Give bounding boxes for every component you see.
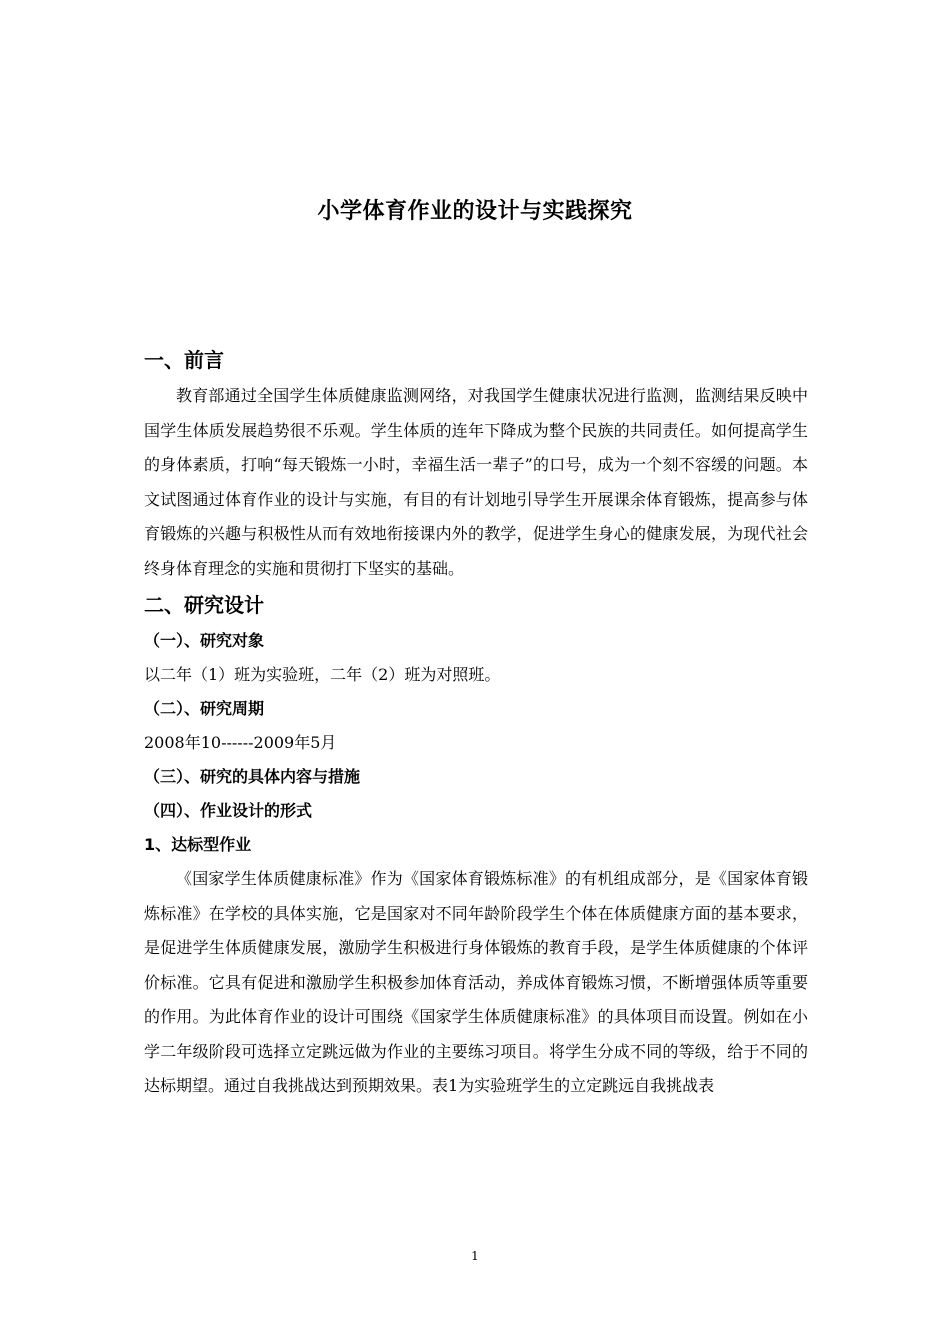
subsection-heading-period: （二）、研究周期: [144, 699, 265, 718]
document-title: 小学体育作业的设计与实践探究: [317, 199, 633, 224]
period-text: 2008年10------2009年5月: [144, 733, 337, 752]
section-heading-research-design: 二、研究设计: [144, 593, 264, 617]
preface-paragraph: 教育部通过全国学生体质健康监测网络，对我国学生健康状况进行监测，监测结果反映中国学生体质发展趋势很不乐观。学生体质的连年下降成为整个民族的共同责任。如何提高学生的身体素质，打响“每天锻炼一小时，幸福生活一辈子”的口号，成为一个刻不容缓的问题。本文试图通过体育作业的设计与实施，有目的有计划地引导学生开展课余体育锻炼，提高参与体育锻炼的兴趣与积极性从而有效地衔接课内外的教学，促进学生身心的健康发展，为现代社会终身体育理念的实施和贯彻打下坚实的基础。: [144, 386, 808, 578]
subject-text: 以二年（1）班为实验班，二年（2）班为对照班。: [144, 665, 501, 684]
subsection-heading-content: （三）、研究的具体内容与措施: [144, 767, 361, 786]
document-body: [144, 341, 808, 1104]
page-number: 1: [471, 1249, 479, 1263]
standard-homework-paragraph: 《国家学生体质健康标准》作为《国家体育锻炼标准》的有机组成部分，是《国家体育锻炼标准》在学校的具体实施，它是国家对不同年龄阶段学生个体在体质健康方面的基本要求，是促进学生体质健康发展，激励学生积极进行身体锻炼的教育手段，是学生体质健康的个体评价标准。它具有促进和激励学生积极参加体育活动，养成体育锻炼习惯，不断增强体质等重要的作用。为此体育作业的设计可围绕《国家学生体质健康标准》的具体项目而设置。例如在小学二年级阶段可选择立定跳远做为作业的主要练习项目。将学生分成不同的等级，给于不同的达标期望。通过自我挑战达到预期效果。表1为实验班学生的立定跳远自我挑战表: [144, 869, 808, 1095]
section-heading-preface: 一、前言: [144, 348, 224, 372]
subsection-heading-subject: （一）、研究对象: [144, 631, 265, 650]
item-heading-standard-homework: 1、达标型作业: [144, 835, 252, 854]
subsection-heading-forms: （四）、作业设计的形式: [144, 801, 313, 820]
